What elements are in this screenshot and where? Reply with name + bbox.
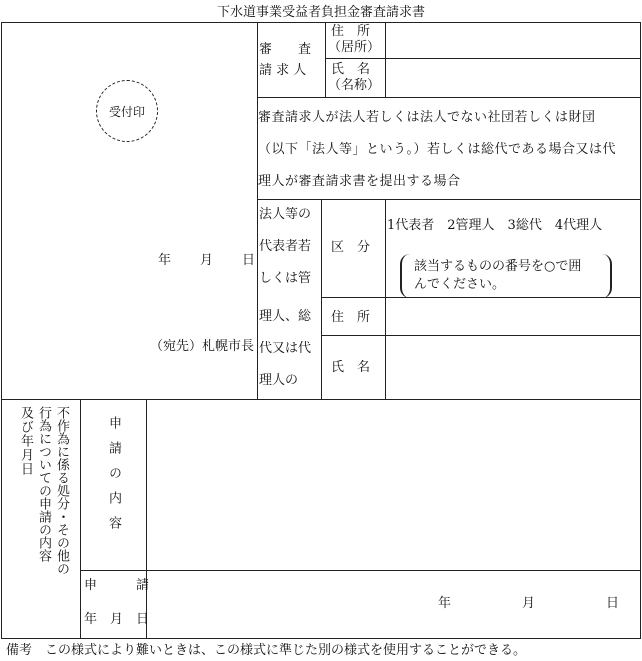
application-side-label-col1: 及び年月日 xyxy=(18,406,33,476)
submission-date: 年 月 日 xyxy=(158,253,257,268)
form-title: 下水道事業受益者負担金審査請求書 xyxy=(216,5,425,20)
requester-address-label-1: 住 所 xyxy=(331,24,371,39)
divider xyxy=(257,22,258,399)
representative-label-5: 代又は代 xyxy=(259,341,312,356)
corporate-note-line2: （以下「法人等」という。）若しくは総代である場合又は代 xyxy=(258,142,617,157)
category-note-line1: 該当するものの番号を○で囲 xyxy=(414,259,582,274)
requester-address-label-2: （居所） xyxy=(328,40,381,55)
category-label: 区 分 xyxy=(331,240,371,255)
footer-note: 備考 この様式により難いときは、この様式に準じた別の様式を使用することができる。 xyxy=(6,643,527,658)
requester-address-field[interactable] xyxy=(386,23,640,58)
application-date-label-2: 年 月 日 xyxy=(84,612,150,627)
requester-name-label-2: （名称） xyxy=(328,78,381,93)
representative-name-field[interactable] xyxy=(386,336,640,399)
divider xyxy=(321,199,322,399)
representative-label-2: 代表者若 xyxy=(259,239,312,254)
application-date-value[interactable]: 年 月 日 xyxy=(438,596,621,611)
reception-stamp-circle xyxy=(96,80,158,142)
representative-address-label: 住 所 xyxy=(331,310,371,325)
representative-label-3: しくは管 xyxy=(259,271,312,286)
divider xyxy=(257,97,641,98)
requester-label-line1: 審 査 xyxy=(259,42,312,57)
reception-stamp-label: 受付印 xyxy=(108,104,145,119)
application-content-label: 申請の内容 xyxy=(106,416,121,541)
representative-label-4: 理人、総 xyxy=(259,309,312,324)
category-note-line2: んでください。 xyxy=(414,277,506,292)
corporate-note-line3: 理人が審査請求書を提出する場合 xyxy=(258,174,461,189)
application-content-field[interactable] xyxy=(147,400,640,569)
divider xyxy=(257,199,641,200)
divider xyxy=(80,570,641,571)
addressee: （宛先）札幌市長 xyxy=(150,339,255,354)
category-options[interactable]: 1代表者 2管理人 3総代 4代理人 xyxy=(387,218,603,233)
representative-address-field[interactable] xyxy=(386,298,640,335)
corporate-note-line1: 審査請求人が法人若しくは法人でない社団若しくは財団 xyxy=(258,110,596,125)
application-date-label-1: 申 請 xyxy=(84,578,150,593)
representative-name-label: 氏 名 xyxy=(331,360,371,375)
application-side-label-col3: 不作為に係る処分・その他の xyxy=(54,406,69,575)
requester-label-line2: 請 求 人 xyxy=(259,63,307,78)
requester-name-field[interactable] xyxy=(386,59,640,97)
divider xyxy=(80,399,81,639)
representative-label-6: 理人の xyxy=(259,373,299,388)
requester-name-label-1: 氏 名 xyxy=(331,62,371,77)
divider xyxy=(325,22,326,97)
application-side-label-col2: 行為についての申請の内容 xyxy=(36,406,51,562)
representative-label-1: 法人等の xyxy=(259,207,312,222)
